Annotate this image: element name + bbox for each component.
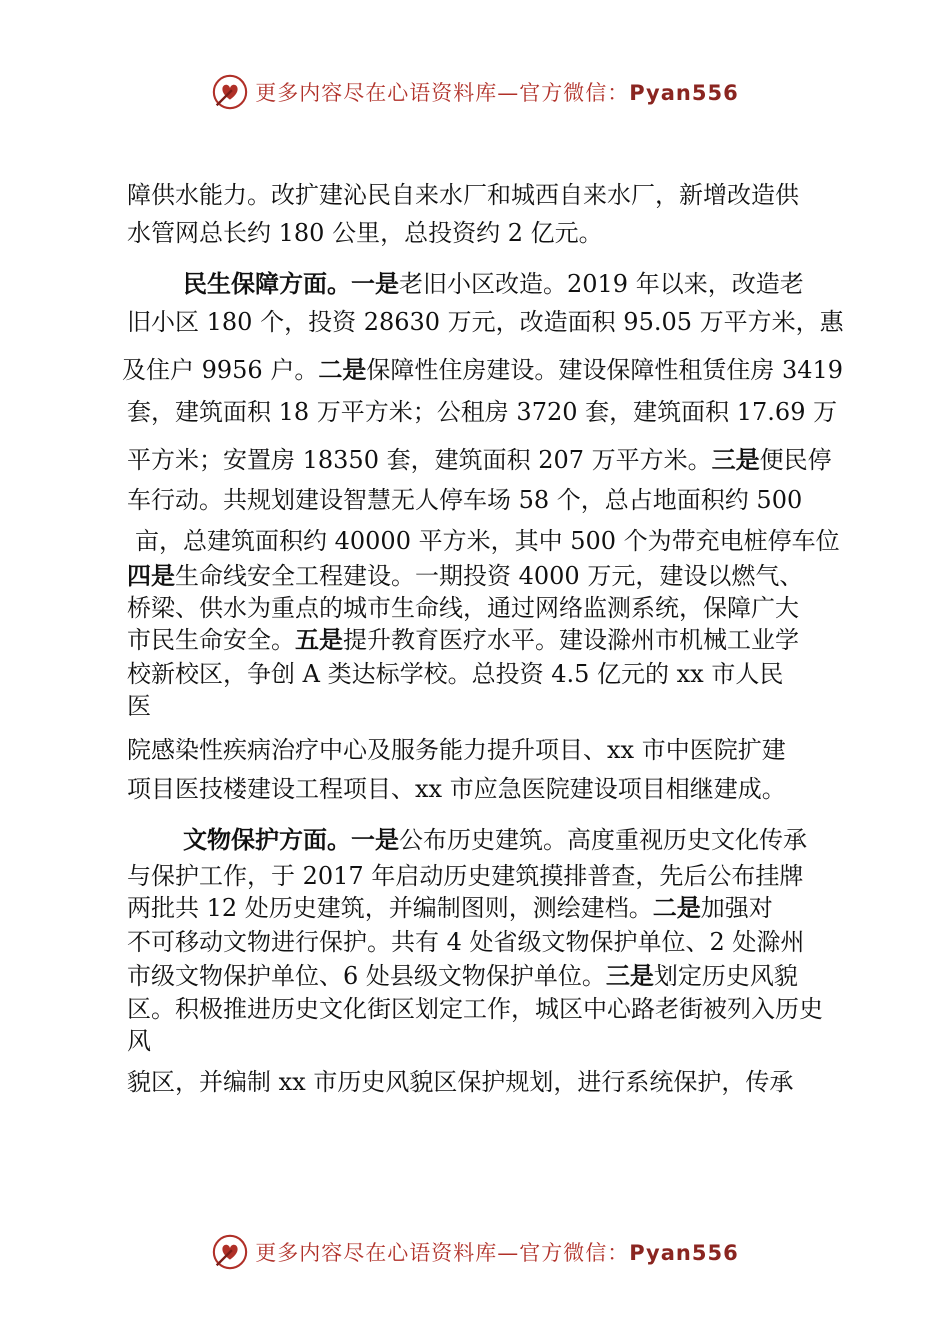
wechat-id: Pyan556 — [629, 1241, 739, 1265]
footer-banner — [0, 1230, 950, 1274]
footer-text: 更多内容尽在心语资料库—官方微信：Pyan556 — [255, 1241, 739, 1265]
text-line: 医 — [127, 692, 151, 720]
text-line: 平方米；安置房 18350 套，建筑面积 207 万平方米。三是便民停 — [127, 446, 832, 474]
text-line: 区。积极推进历史文化街区划定工作，城区中心路老街被列入历史 — [127, 995, 823, 1023]
text-line: 及住户 9956 户。二是保障性住房建设。建设保障性租赁住房 3419 — [122, 356, 844, 384]
section-heading: 文物保护方面。 — [183, 826, 351, 854]
text-line: 校新校区，争创 A 类达标学校。总投资 4.5 亿元的 xx 市人民 — [127, 660, 784, 688]
heart-pen-icon — [211, 73, 249, 111]
text-line: 市级文物保护单位、6 处县级文物保护单位。三是划定历史风貌 — [127, 962, 798, 990]
text-line: 文物保护方面。一是公布历史建筑。高度重视历史文化传承 — [183, 826, 807, 854]
text-line: 亩，总建筑面积约 40000 平方米，其中 500 个为带充电桩停车位 — [135, 527, 840, 555]
header-banner — [0, 70, 950, 114]
text-line: 民生保障方面。一是老旧小区改造。2019 年以来，改造老 — [183, 270, 804, 298]
text-line: 院感染性疾病治疗中心及服务能力提升项目、xx 市中医院扩建 — [127, 736, 786, 764]
text-line: 不可移动文物进行保护。共有 4 处省级文物保护单位、2 处滁州 — [127, 928, 805, 956]
text-line: 车行动。共规划建设智慧无人停车场 58 个，总占地面积约 500 — [127, 486, 803, 514]
wechat-id: Pyan556 — [629, 81, 739, 105]
text-line: 套，建筑面积 18 万平方米；公租房 3720 套，建筑面积 17.69 万 — [127, 398, 838, 426]
text-line: 风 — [127, 1027, 151, 1055]
text-line: 与保护工作，于 2017 年启动历史建筑摸排普查，先后公布挂牌 — [127, 862, 804, 890]
heart-pen-icon — [211, 1233, 249, 1271]
text-line: 市民生命安全。五是提升教育医疗水平。建设滁州市机械工业学 — [127, 626, 799, 654]
text-line: 项目医技楼建设工程项目、xx 市应急医院建设项目相继建成。 — [127, 775, 786, 803]
header-text: 更多内容尽在心语资料库—官方微信：Pyan556 — [255, 81, 739, 105]
text-line: 桥梁、供水为重点的城市生命线，通过网络监测系统，保障广大 — [127, 594, 799, 622]
text-line: 两批共 12 处历史建筑，并编制图则，测绘建档。二是加强对 — [127, 894, 773, 922]
section-heading: 民生保障方面。 — [183, 270, 351, 298]
text-line: 四是生命线安全工程建设。一期投资 4000 万元，建设以燃气、 — [127, 562, 804, 590]
text-line: 貌区，并编制 xx 市历史风貌区保护规划，进行系统保护，传承 — [127, 1068, 794, 1096]
text-line: 旧小区 180 个，投资 28630 万元，改造面积 95.05 万平方米，惠 — [127, 308, 844, 336]
text-line: 障供水能力。改扩建沁民自来水厂和城西自来水厂，新增改造供 — [127, 181, 799, 209]
text-line: 水管网总长约 180 公里，总投资约 2 亿元。 — [127, 219, 603, 247]
